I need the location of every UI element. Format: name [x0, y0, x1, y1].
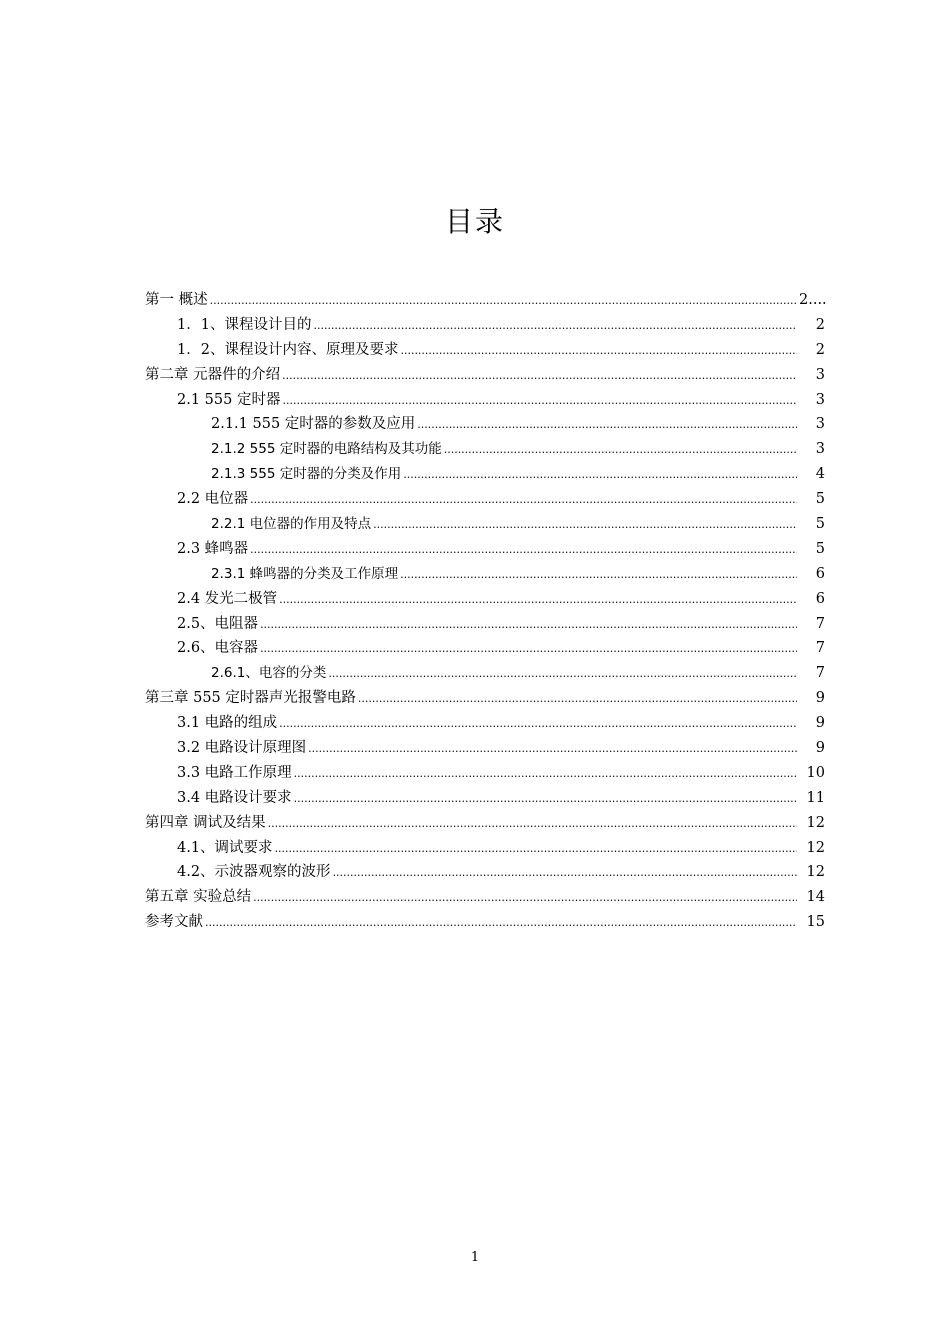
dot-leader [275, 840, 797, 856]
toc-entry-page: 12 [806, 839, 825, 856]
dot-leader [294, 765, 797, 781]
dot-leader [373, 516, 797, 532]
dot-leader [294, 790, 797, 806]
toc-entry-page: 12 [806, 814, 825, 831]
toc-entry[interactable] [145, 388, 825, 413]
toc-entry[interactable] [145, 786, 825, 811]
toc-entry[interactable] [145, 636, 825, 661]
dot-leader [358, 690, 797, 706]
toc-entry-page: 2.... [799, 292, 827, 308]
toc-entry-label: 1．2、课程设计内容、原理及要求 [177, 341, 399, 358]
dot-leader [279, 591, 797, 607]
toc-entry[interactable] [145, 338, 825, 363]
page-number: 1 [470, 1250, 480, 1265]
dot-leader [444, 441, 797, 457]
toc-entry-page: 5 [815, 491, 825, 508]
dot-leader [308, 740, 797, 756]
dot-leader [250, 491, 797, 507]
toc-entry-page: 15 [806, 914, 825, 931]
toc-entry-page: 3 [815, 441, 825, 458]
toc-entry[interactable] [145, 736, 825, 761]
toc-entry[interactable] [145, 363, 825, 388]
toc-entry-page: 7 [815, 665, 825, 682]
toc-entry[interactable] [145, 612, 825, 637]
toc-entry[interactable] [145, 661, 825, 686]
dot-leader [328, 665, 797, 681]
toc-entry-label: 2.6.1、电容的分类 [211, 665, 327, 682]
toc-entry[interactable] [145, 313, 825, 338]
dot-leader [250, 541, 797, 557]
toc-entry[interactable] [145, 686, 825, 711]
dot-leader [400, 566, 797, 582]
toc-entry-page: 7 [815, 640, 825, 657]
toc-entry-label: 第一 概述 [145, 292, 208, 308]
toc-entry[interactable] [145, 761, 825, 786]
toc-entry[interactable] [145, 288, 825, 313]
toc-entry-label: 2.2 电位器 [177, 491, 249, 508]
toc-entry-label: 2.3 蜂鸣器 [177, 540, 249, 557]
toc-entry-label: 2.3.1 蜂鸣器的分类及工作原理 [211, 565, 399, 582]
toc-entry[interactable] [145, 910, 825, 935]
toc-entry-label: 4.2、示波器观察的波形 [177, 864, 331, 881]
toc-entry-label: 3.1 电路的组成 [177, 715, 278, 732]
toc-entry-page: 3 [815, 366, 825, 383]
dot-leader [253, 889, 797, 905]
toc-entry-page: 12 [806, 864, 825, 881]
toc-entry-page: 11 [806, 789, 825, 806]
toc-entry-label: 4.1、调试要求 [177, 839, 273, 856]
toc-entry-page: 3 [815, 416, 825, 433]
toc-entry[interactable] [145, 860, 825, 885]
toc-entry-label: 2.1.2 555 定时器的电路结构及其功能 [211, 441, 442, 458]
toc-entry[interactable] [145, 512, 825, 537]
toc-entry-page: 2 [815, 341, 825, 358]
toc-entry-label: 3.4 电路设计要求 [177, 789, 292, 806]
toc-entry[interactable] [145, 711, 825, 736]
dot-leader [282, 367, 797, 383]
toc-entry-page: 9 [815, 690, 825, 707]
toc-entry[interactable] [145, 587, 825, 612]
dot-leader [210, 292, 797, 308]
toc-entry-page: 2 [815, 316, 825, 333]
toc-entry-label: 2.6、电容器 [177, 640, 259, 657]
toc-entry-page: 3 [815, 391, 825, 408]
toc-entry[interactable] [145, 437, 825, 462]
toc-entry-page: 7 [815, 615, 825, 632]
toc-entry-label: 2.4 发光二极管 [177, 590, 278, 607]
dot-leader [403, 466, 797, 482]
dot-leader [260, 640, 797, 656]
toc-entry-label: 第五章 实验总结 [145, 889, 252, 906]
dot-leader [400, 342, 797, 358]
toc-entry-page: 9 [815, 715, 825, 732]
toc-entry-label: 第四章 调试及结果 [145, 814, 266, 831]
dot-leader [279, 715, 797, 731]
dot-leader [268, 815, 797, 831]
toc-entry-page: 5 [815, 516, 825, 533]
toc-entry-label: 2.1.1 555 定时器的参数及应用 [211, 416, 416, 433]
dot-leader [417, 416, 797, 432]
toc-entry-page: 4 [815, 466, 825, 483]
toc-entry-page: 9 [815, 740, 825, 757]
toc-entry-label: 3.2 电路设计原理图 [177, 740, 307, 757]
dot-leader [333, 864, 797, 880]
toc-entry[interactable] [145, 487, 825, 512]
toc-entry-label: 1．1、课程设计目的 [177, 316, 312, 333]
toc-entry[interactable] [145, 811, 825, 836]
page-title: 目录 [444, 205, 505, 238]
toc-entry[interactable] [145, 885, 825, 910]
toc-entry[interactable] [145, 462, 825, 487]
toc-entry-label: 3.3 电路工作原理 [177, 764, 292, 781]
toc-entry-page: 5 [815, 540, 825, 557]
toc-entry-label: 第二章 元器件的介绍 [145, 366, 281, 383]
toc-entry[interactable] [145, 562, 825, 587]
toc-entry[interactable] [145, 537, 825, 562]
table-of-contents [145, 288, 825, 935]
toc-entry-page: 14 [806, 889, 825, 906]
dot-leader [282, 392, 797, 408]
dot-leader [205, 914, 797, 930]
toc-entry-label: 参考文献 [145, 914, 203, 931]
toc-entry-page: 6 [815, 590, 825, 607]
toc-entry[interactable] [145, 836, 825, 861]
toc-entry[interactable] [145, 412, 825, 437]
dot-leader [260, 616, 797, 632]
toc-entry-label: 2.1 555 定时器 [177, 391, 281, 408]
toc-entry-page: 10 [806, 764, 825, 781]
toc-entry-label: 2.5、电阻器 [177, 615, 259, 632]
toc-entry-label: 2.2.1 电位器的作用及特点 [211, 516, 372, 533]
dot-leader [313, 317, 797, 333]
toc-entry-page: 6 [815, 565, 825, 582]
toc-entry-label: 第三章 555 定时器声光报警电路 [145, 690, 356, 707]
toc-entry-label: 2.1.3 555 定时器的分类及作用 [211, 466, 402, 483]
